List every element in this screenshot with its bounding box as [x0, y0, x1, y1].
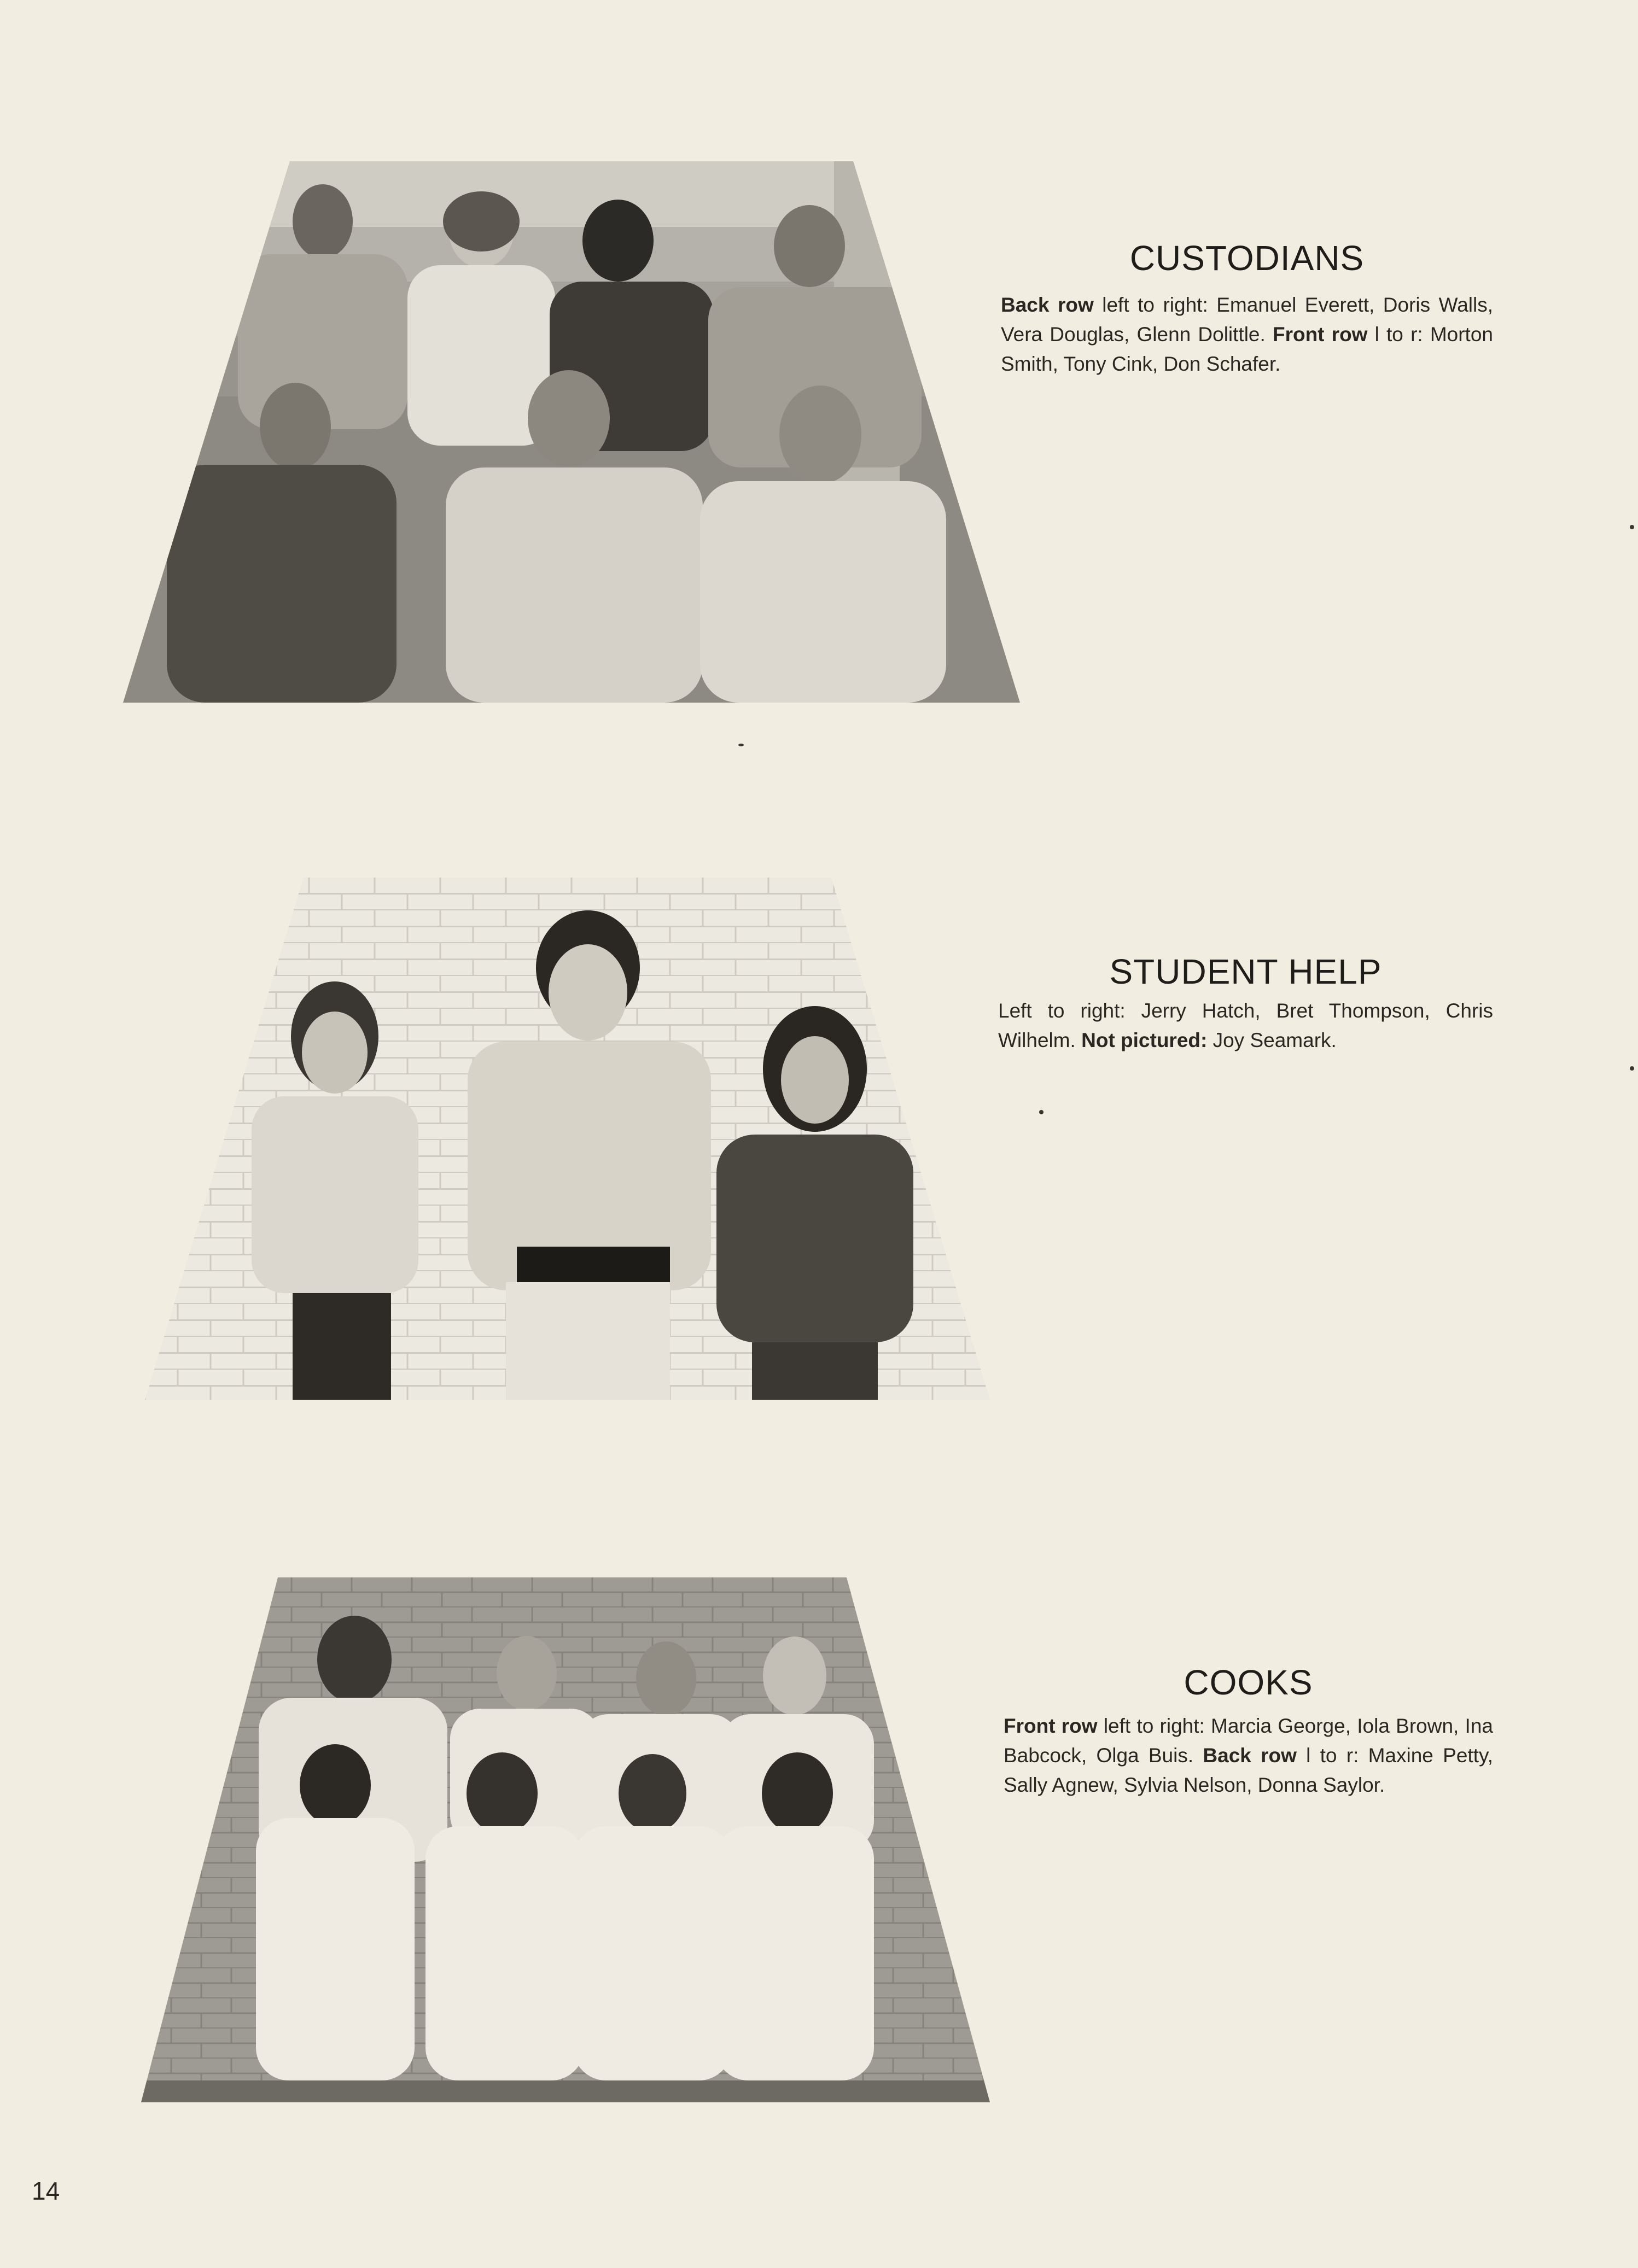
student-names: Left to right: Jerry Hatch, Bret Thompson, Chris Wilhelm. [998, 999, 1493, 1051]
front-row-names: left to right: Marcia George, Iola Brown, Ina Babcock, Olga Buis. [1004, 1715, 1493, 1767]
cooks-description [1004, 1711, 1493, 1800]
front-row-label: Front row [1004, 1715, 1098, 1737]
custodians-caption [1001, 238, 1493, 379]
print-speck [738, 744, 744, 746]
cooks-title: COOKS [1184, 1663, 1313, 1702]
front-row-names: l to r: Morton Smith, Tony Cink, Don Schafer. [1001, 323, 1493, 375]
cooks-photo [141, 1577, 990, 2102]
not-pictured-name: Joy Seamark. [1207, 1029, 1337, 1051]
student-help-photo [145, 878, 990, 1400]
page-number: 14 [32, 2177, 60, 2205]
print-speck [1630, 1066, 1634, 1071]
back-row-label: Back row [1001, 294, 1094, 316]
back-row-names: l to r: Maxine Petty, Sally Agnew, Sylvia Nelson, Donna Saylor. [1004, 1744, 1493, 1796]
not-pictured-label: Not pictured: [1081, 1029, 1208, 1051]
custodians-photo [123, 161, 1020, 703]
print-speck [1630, 525, 1634, 529]
student-help-title: STUDENT HELP [1109, 952, 1382, 991]
student-help-description [998, 996, 1493, 1055]
front-row-label: Front row [1272, 323, 1368, 346]
cooks-caption [1004, 1662, 1493, 1800]
back-row-label: Back row [1203, 1744, 1297, 1767]
print-speck [1039, 1110, 1044, 1114]
custodians-description [1001, 290, 1493, 379]
custodians-title: CUSTODIANS [1129, 238, 1365, 278]
back-row-names: left to right: Emanuel Everett, Doris Walls, Vera Douglas, Glenn Dolittle. [1001, 294, 1493, 346]
student-help-caption [998, 951, 1493, 1055]
